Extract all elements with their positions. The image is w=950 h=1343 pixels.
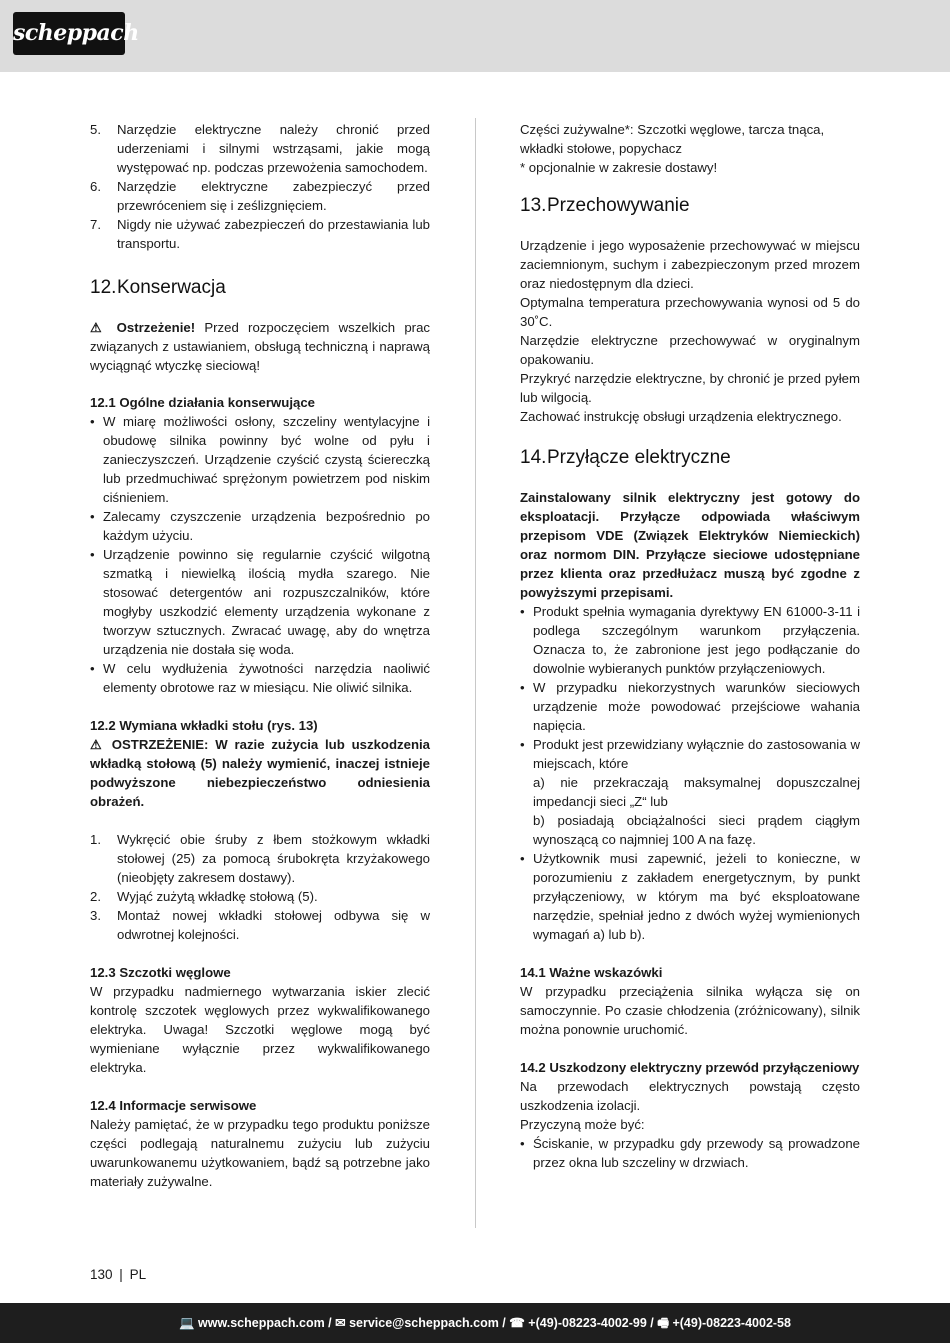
sub-item-a: a) nie przekraczają maksymalnej dopuszczalnej impedancji sieci „Z“ lub [533, 775, 860, 809]
bullet-item: • Zalecamy czyszczenie urządzenia bezpośrednio po każdym użyciu. [90, 509, 430, 543]
optional-note: * opcjonalnie w zakresie dostawy! [520, 160, 718, 175]
item-number: 3. [90, 908, 101, 923]
item-text: Wykręcić obie śruby z łbem stożkowym wkładki stołowej (25) za pomocą śrubokręta krzyżakowego (nieobjęty zakresem dostawy). [117, 832, 430, 885]
list-item [90, 906, 430, 944]
wear-parts-text: Części zużywalne*: Szczotki węglowe, tarcza tnąca, wkładki stołowe, popychacz [520, 122, 825, 156]
subsection-heading-12-4: 12.4 Informacje serwisowe [90, 1098, 257, 1113]
bullet-list-14 [520, 602, 860, 944]
bullet-item: • W celu wydłużenia żywotności narzędzia naoliwić elementy obrotowe raz w miesiącu. Nie oliwić silnika. [90, 661, 430, 695]
subsection-heading-14-2: 14.2 Uszkodzony elektryczny przewód przyłączeniowy [520, 1060, 860, 1075]
page-number-value: 130 [90, 1267, 113, 1282]
section-number: 13. [520, 195, 547, 216]
bullet-text: Urządzenie powinno się regularnie czyścić wilgotną szmatką i niewielką ilością mydła szarego. Nie stosować detergentów ani rozpuszczalników, które mogłyby uszkodzić elementy urządzenia wykonane z tworzyw sztucznych. Zwracać uwagę, aby do wnętrza urządzenia nie dostała się woda. [103, 547, 430, 657]
page-number: 130 | PL [90, 1267, 147, 1282]
warning-paragraph [90, 318, 430, 375]
paragraph-14-2a: Na przewodach elektrycznych powstają często uszkodzenia izolacji. [520, 1079, 860, 1113]
bullet-item: • Produkt spełnia wymagania dyrektywy EN 61000-3-11 i podlega szczególnym warunkom przyłączenia. Oznacza to, że zabronione jest jego podłączanie do dowolnie wybieranych punktów przyłączeniowych. [520, 604, 860, 676]
list-item [90, 887, 430, 906]
section-number: 12. [90, 277, 117, 298]
left-column [90, 120, 430, 1191]
bullet-item: • Użytkownik musi zapewnić, jeżeli to konieczne, w porozumieniu z zakładem energetycznym, by punkt przyłączeniowy, w którym ma być eksploatowane narzędzie, spełniał jedno z dwóch wyżej wymienionych wymagań a) lub b). [520, 851, 860, 942]
warning-bold-paragraph: ⚠ OSTRZEŻENIE: W razie zużycia lub uszkodzenia wkładką stołową (5) należy wymienić, inaczej istnieje podwyższone niebezpieczeństwo odniesienia obrażeń. [90, 737, 430, 809]
list-item [90, 120, 430, 177]
language-code: PL [129, 1267, 147, 1282]
item-number: 2. [90, 889, 101, 904]
item-text: Wyjąć zużytą wkładkę stołową (5). [117, 889, 318, 904]
item-text: Narzędzie elektryczne zabezpieczyć przed przewróceniem się i ześlizgnięciem. [117, 179, 430, 213]
bullet-text: Użytkownik musi zapewnić, jeżeli to konieczne, w porozumieniu z zakładem energetycznym, by punkt przyłączeniowy, w którym ma być eksploatowane narzędzie, spełniał jedno z dwóch wyżej wymienionych wymagań a) lub b). [533, 851, 860, 942]
contact-line[interactable]: 💻 www.scheppach.com / ✉ service@scheppach.com / ☎ +(49)-08223-4002-99 / 🖷 +(49)-08223-4002-58 [179, 1316, 791, 1330]
bullet-text: W miarę możliwości osłony, szczeliny wentylacyjne i obudowę silnika powinny być wolne od pyłu i zanieczyszczeń. Urządzenie czyścić czystą ściereczką lub przedmuchiwać sprężonym powietrzem pod niskim ciśnieniem. [103, 414, 430, 505]
paragraph: Narzędzie elektryczne przechowywać w oryginalnym opakowaniu. [520, 333, 860, 367]
column-divider [475, 118, 476, 1228]
section-title: Przechowywanie [547, 195, 690, 216]
bullet-item: • Ściskanie, w przypadku gdy przewody są prowadzone przez okna lub szczeliny w drzwiach. [520, 1136, 860, 1170]
paragraph-12-4: Należy pamiętać, że w przypadku tego produktu poniższe części podlegają naturalnemu zużyciu lub zużyciu uwarunkowanemu użytkowaniem, bądź są potrzebne jako materiały zużywalne. [90, 1117, 430, 1189]
bullet-list-12-1 [90, 412, 430, 697]
section-heading-13 [520, 194, 860, 218]
paragraph: Urządzenie i jego wyposażenie przechowywać w miejscu zaciemnionym, suchym i zabezpieczonym przed mrozem oraz niedostępnym dla dzieci. [520, 238, 860, 291]
list-item [90, 177, 430, 215]
bullet-text: W przypadku niekorzystnych warunków sieciowych urządzenie może powodować przejściowe wahania napięcia. [533, 680, 860, 733]
bullet-text: Ściskanie, w przypadku gdy przewody są prowadzone przez okna lub szczeliny w drzwiach. [533, 1136, 860, 1170]
bullet-item: • Urządzenie powinno się regularnie czyścić wilgotną szmatką i niewielką ilością mydła szarego. Nie stosować detergentów ani rozpuszczalników, które mogłyby uszkodzić elementy urządzenia wykonane z tworzyw sztucznych. Zwracać uwagę, aby do wnętrza urządzenia nie dostała się woda. [90, 547, 430, 657]
bullet-list-14-2 [520, 1134, 860, 1172]
numbered-list-12-2 [90, 830, 430, 944]
bullet-text: W celu wydłużenia żywotności narzędzia naoliwić elementy obrotowe raz w miesiącu. Nie oliwić silnika. [103, 661, 430, 695]
header-bar [0, 0, 950, 72]
bullet-text: Produkt jest przewidziany wyłącznie do zastosowania w miejscach, które [533, 737, 860, 771]
section-heading-12 [90, 276, 430, 300]
list-item [90, 830, 430, 887]
paragraph: Zachować instrukcję obsługi urządzenia elektrycznego. [520, 409, 842, 424]
item-number: 1. [90, 832, 101, 847]
sub-item-b: b) posiadają obciążalności sieci prądem ciągłym wynoszącą co najmniej 100 A na fazę. [533, 813, 860, 847]
section-title: Konserwacja [117, 277, 226, 298]
footer-bar [0, 1303, 950, 1343]
numbered-list-top [90, 120, 430, 253]
subsection-heading-12-3: 12.3 Szczotki węglowe [90, 965, 231, 980]
subsection-heading-12-1: 12.1 Ogólne działania konserwujące [90, 395, 316, 410]
logo-text: scheppach [13, 20, 139, 46]
item-text: Narzędzie elektryczne należy chronić przed uderzeniami i silnymi wstrząsami, jakie mogą występować np. podczas przewożenia samochodem. [117, 122, 430, 175]
section-title: Przyłącze elektryczne [547, 447, 731, 468]
item-number: 7. [90, 217, 101, 232]
subsection-heading-12-2: 12.2 Wymiana wkładki stołu (rys. 13) [90, 718, 318, 733]
item-text: Montaż nowej wkładki stołowej odbywa się w odwrotnej kolejności. [117, 908, 430, 942]
brand-logo[interactable] [13, 12, 139, 55]
right-column [520, 120, 860, 1172]
section-number: 14. [520, 447, 547, 468]
paragraph-12-3: W przypadku nadmiernego wytwarzania iskier zlecić kontrolę szczotek węglowych przez wykwalifikowanego elektryka. Uwaga! Szczotki węglowe mogą być wymieniane wyłącznie przez wykwalifikowanego elektryka. [90, 984, 430, 1075]
paragraph: Optymalna temperatura przechowywania wynosi od 5 do 30˚C. [520, 295, 860, 329]
warning-label: ⚠ Ostrzeżenie! [90, 320, 196, 335]
warning-text: Przed rozpoczęciem wszelkich prac związanych z ustawianiem, obsługą techniczną i naprawą wyciągnąć wtyczkę sieciową! [90, 320, 430, 373]
bullet-text: Produkt spełnia wymagania dyrektywy EN 61000-3-11 i podlega szczególnym warunkom przyłączenia. Oznacza to, że zabronione jest jego podłączanie do dowolnie wybieranych punktów przyłączeniowych. [533, 604, 860, 676]
bullet-item: • W przypadku niekorzystnych warunków sieciowych urządzenie może powodować przejściowe wahania napięcia. [520, 680, 860, 733]
section-heading-14 [520, 446, 860, 470]
paragraph: Przykryć narzędzie elektryczne, by chronić je przed pyłem lub wilgocią. [520, 371, 860, 405]
bullet-text: Zalecamy czyszczenie urządzenia bezpośrednio po każdym użyciu. [103, 509, 430, 543]
item-text: Nigdy nie używać zabezpieczeń do przestawiania lub transportu. [117, 217, 430, 251]
item-number: 5. [90, 122, 101, 137]
storage-paragraphs [520, 236, 860, 426]
paragraph-14-2b: Przyczyną może być: [520, 1117, 645, 1132]
subsection-heading-14-1: 14.1 Ważne wskazówki [520, 965, 663, 980]
bullet-item: • Produkt jest przewidziany wyłącznie do zastosowania w miejscach, które a) nie przekraczają maksymalnej dopuszczalnej impedancji sieci „Z“ lub b) posiadają obciążalności sieci prądem ciągłym wynoszącą co najmniej 100 A na fazę. [520, 737, 860, 847]
paragraph-14-1: W przypadku przeciążenia silnika wyłącza się on samoczynnie. Po czasie chłodzenia (zróżnicowany), silnik można ponownie uruchomić. [520, 984, 860, 1037]
bold-requirements-paragraph: Zainstalowany silnik elektryczny jest gotowy do eksploatacji. Przyłącze odpowiada właściwym przepisom VDE (Związek Elektryków Niemieckich) oraz normom DIN. Przyłącze sieciowe udostępniane przez klienta oraz przedłużacz muszą być zgodne z powyższymi przepisami. [520, 490, 860, 600]
bullet-item: • W miarę możliwości osłony, szczeliny wentylacyjne i obudowę silnika powinny być wolne od pyłu i zanieczyszczeń. Urządzenie czyścić czystą ściereczką lub przedmuchiwać sprężonym powietrzem pod niskim ciśnieniem. [90, 414, 430, 505]
item-number: 6. [90, 179, 101, 194]
list-item [90, 215, 430, 253]
